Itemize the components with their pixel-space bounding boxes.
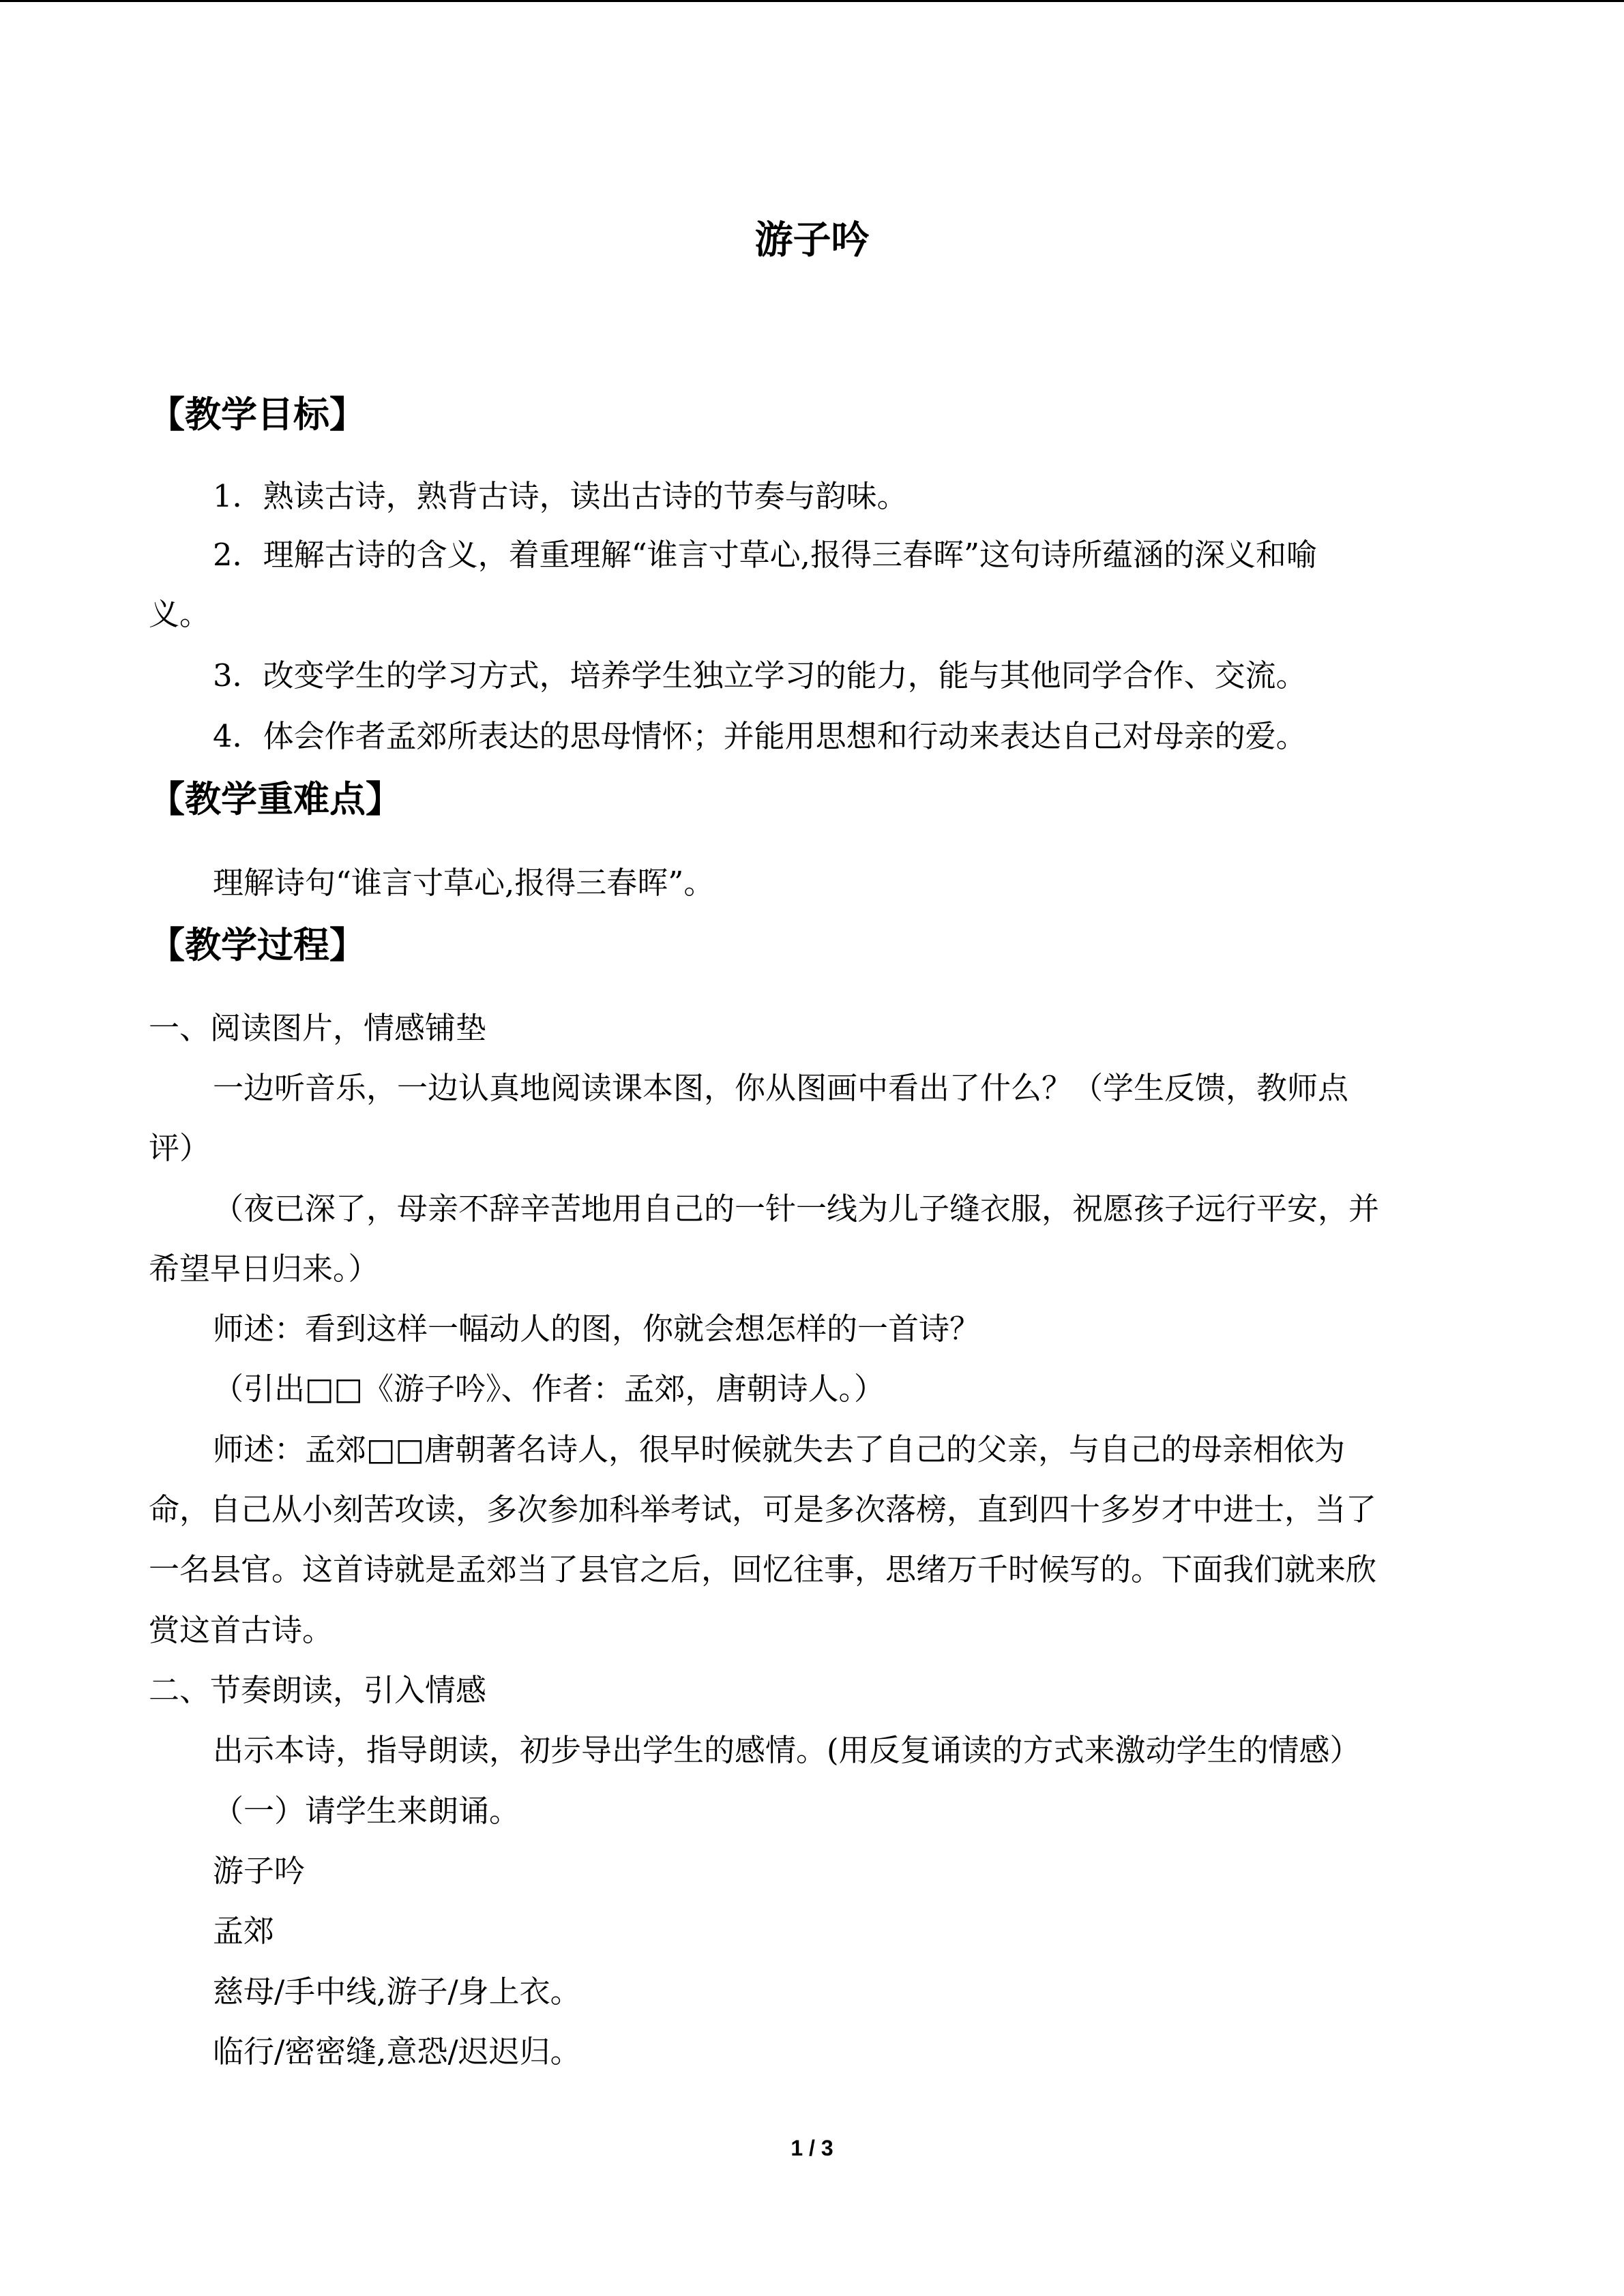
process-step-heading: 二、节奏朗读，引入情感 [149,1672,487,1708]
process-paragraph-line: （夜已深了，母亲不辞辛苦地用自己的一针一线为儿子缝衣服，祝愿孩子远行平安，并 [213,1191,1380,1227]
objective-item-2: 2．理解古诗的含义，着重理解“谁言寸草心,报得三春晖”这句诗所蕴涵的深义和喻 [213,537,1317,573]
section-heading-key-points: 【教学重难点】 [149,779,402,820]
process-paragraph-line: 师述：看到这样一幅动人的图，你就会想怎样的一首诗？ [213,1311,981,1347]
section-heading-process: 【教学过程】 [149,925,366,966]
poem-line: 慈母/手中线,游子/身上衣。 [213,1973,581,2010]
section-heading-objectives: 【教学目标】 [149,394,366,436]
poem-title: 游子吟 [213,1853,306,1889]
objective-item-3: 3．改变学生的学习方式，培养学生独立学习的能力，能与其他同学合作、交流。 [213,657,1307,694]
poem-line: 临行/密密缝,意恐/迟迟归。 [213,2033,581,2070]
process-paragraph-line: 出示本诗，指导朗读，初步导出学生的感情。(用反复诵读的方式来激动学生的情感） [213,1732,1361,1768]
process-paragraph-line: （一）请学生来朗诵。 [213,1793,520,1829]
process-paragraph-line: 师述：孟郊□□唐朝著名诗人，很早时候就失去了自己的父亲，与自己的母亲相依为 [213,1431,1346,1467]
process-paragraph-line: 赏这首古诗。 [149,1612,334,1648]
key-point-text: 理解诗句“谁言寸草心,报得三春晖”。 [213,865,715,901]
process-paragraph-line: 命，自己从小刻苦攻读，多次参加科举考试，可是多次落榜，直到四十多岁才中进士，当了 [149,1491,1377,1527]
objective-item-2-continued: 义。 [149,596,211,632]
process-paragraph-line: 评） [149,1130,211,1166]
page-title: 游子吟 [754,218,870,263]
poem-author: 孟郊 [213,1913,275,1949]
process-paragraph-line: （引出□□《游子吟》、作者：孟郊，唐朝诗人。） [213,1371,885,1407]
objective-item-1: 1．熟读古诗，熟背古诗，读出古诗的节奏与韵味。 [213,478,908,514]
process-paragraph-line: 希望早日归来。） [149,1251,379,1287]
process-paragraph-line: 一名县官。这首诗就是孟郊当了县官之后，回忆往事，思绪万千时候写的。下面我们就来欣 [149,1551,1377,1587]
objective-item-4: 4．体会作者孟郊所表达的思母情怀；并能用思想和行动来表达自己对母亲的爱。 [213,718,1307,754]
process-paragraph-line: 一边听音乐，一边认真地阅读课本图，你从图画中看出了什么？（学生反馈，教师点 [213,1070,1349,1106]
page-number: 1 / 3 [791,2136,833,2160]
process-step-heading: 一、阅读图片，情感铺垫 [149,1010,487,1046]
